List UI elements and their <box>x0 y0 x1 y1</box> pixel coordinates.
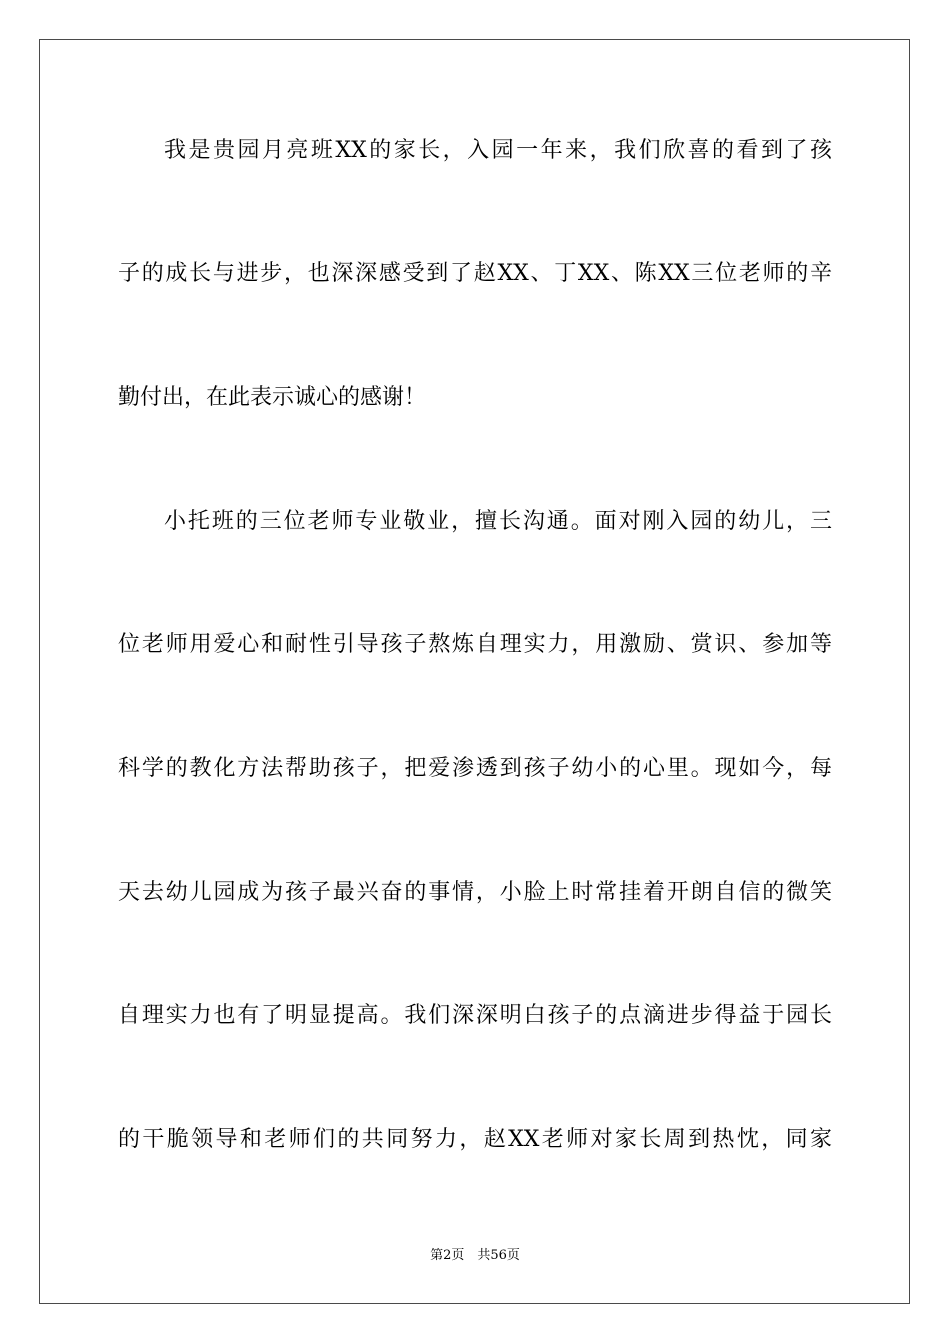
paragraph-1-line-3: 勤付出，在此表示诚心的感谢！ <box>118 385 427 410</box>
paragraph-2-line-2: 位老师用爱心和耐性引导孩子熬炼自理实力，用激励、赏识、参加等 <box>118 632 832 657</box>
paragraph-2-line-6: 的干脆领导和老师们的共同努力，赵XX老师对家长周到热忱，同家 <box>118 1127 832 1152</box>
paragraph-2-line-5: 自理实力也有了明显提高。我们深深明白孩子的点滴进步得益于园长 <box>118 1003 832 1028</box>
paragraph-1-line-1: 我是贵园月亮班XX的家长，入园一年来，我们欣喜的看到了孩 <box>164 138 832 163</box>
paragraph-2-line-4: 天去幼儿园成为孩子最兴奋的事情，小脸上时常挂着开朗自信的微笑 <box>118 880 832 905</box>
page-frame <box>39 39 910 1304</box>
page-number-footer: 第2页 共56页 <box>430 1248 520 1263</box>
paragraph-2-line-1: 小托班的三位老师专业敬业，擅长沟通。面对刚入园的幼儿，三 <box>164 509 832 534</box>
paragraph-2-line-3: 科学的教化方法帮助孩子，把爱渗透到孩子幼小的心里。现如今，每 <box>118 756 832 781</box>
paragraph-1-line-2: 子的成长与进步，也深深感受到了赵XX、丁XX、陈XX三位老师的辛 <box>118 261 832 286</box>
